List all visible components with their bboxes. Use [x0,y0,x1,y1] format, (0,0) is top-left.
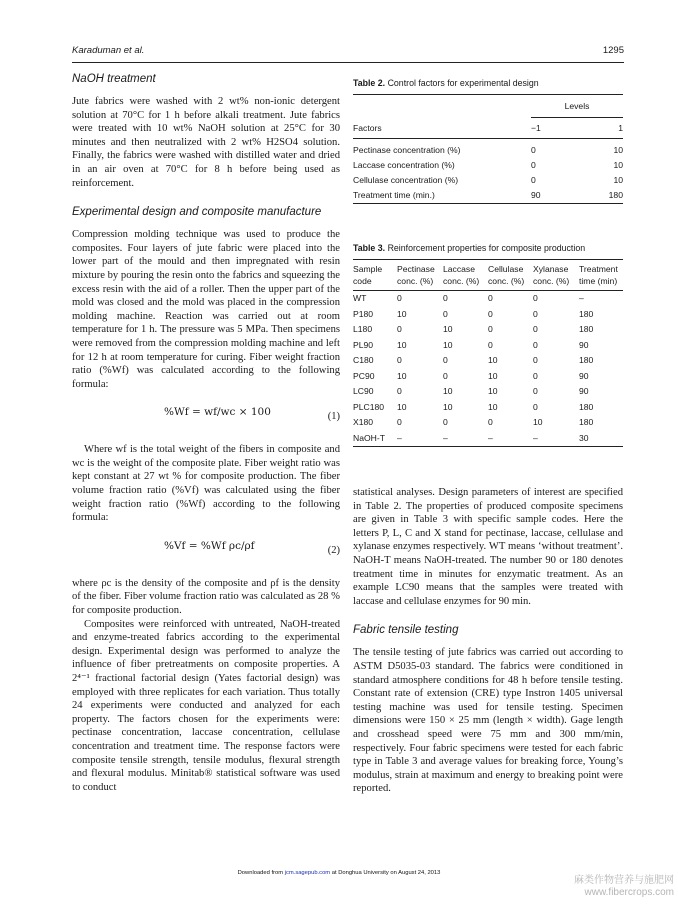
equation-2 [72,535,340,567]
table-3 [353,243,623,447]
sample-code-cell: X180 [353,417,374,427]
table-cell: Pectinase concentration (%) [353,144,461,155]
right-column [353,486,623,796]
table-cell: 0 [533,370,538,381]
factors-header: Factors [353,122,382,133]
table-cell: – [579,293,584,303]
table-cell: 0 [443,370,448,381]
site-watermark [574,875,674,899]
composites-paragraph: Composites were reinforced with untreated, NaOH-treated and enzyme-treated fabrics according to the experimental design. Experimental design was performed to analyze the influence of fiber pretreatments on composite properties. A 2⁴⁻¹ fractional factorial design (Yates factorial design) was employed with three replicates for each variation. Thus totally 24 experiments were conducted and analyzed for each property. The factors chosen for the experiments were: pectinase concentration, laccase concentration, cellulase concentration and treatment time. The response factors were composite tensile strength, tensile modulus, flexural strength and flexural modulus. Minitab® statistical software was used to conduct [72,618,340,793]
table-cell: 30 [579,432,589,443]
table-row [353,353,623,369]
sample-code-cell: P180 [353,308,374,319]
experimental-design-heading: Experimental design and composite manufacture [72,206,322,219]
table-row [353,143,623,158]
table-cell: Laccase concentration (%) [353,159,455,170]
table-cell: 180 [579,324,594,334]
table-cell: 0 [533,401,538,412]
table-cell: – [443,432,448,443]
running-head [72,45,624,61]
sample-code-cell: NaOH-T [353,432,385,443]
table-cell: 10 [613,144,623,155]
table-cell: 0 [488,417,493,427]
table-cell: 0 [397,386,402,396]
column-header-sample-code: Sample code [353,264,383,286]
table-cell: 0 [397,417,402,427]
equation-2-number: (2) [327,544,340,556]
table-cell: 0 [443,355,448,365]
table-cell: 10 [533,417,543,427]
table-cell: 10 [488,370,498,381]
left-column [72,70,340,794]
equation-2-expression: %Vf = %Wf ρc/ρf [164,539,255,552]
table-cell: 0 [443,293,448,303]
equation-1 [72,401,340,433]
table-3-title: Reinforcement properties for composite production [387,243,586,253]
table-2-caption [353,78,623,88]
table-row [353,400,623,416]
sample-code-cell: C180 [353,355,374,365]
table-cell: 10 [397,308,407,319]
table-cell: 10 [443,401,453,412]
table-cell: 90 [579,370,589,381]
table-cell: 10 [397,401,407,412]
table-cell: 10 [443,324,453,334]
table-cell: 0 [533,339,538,350]
table-cell: 90 [579,339,589,350]
table-cell: 0 [488,324,493,334]
table-3-caption [353,243,623,253]
sample-code-cell: LC90 [353,386,374,396]
sample-code-cell: PC90 [353,370,375,381]
sample-code-cell: PL90 [353,339,374,350]
table-cell: 10 [443,339,453,350]
table-row [353,338,623,354]
low-level-header: −1 [531,123,541,133]
table-row [353,322,623,338]
table-cell: 0 [533,386,538,396]
table-cell: 0 [397,355,402,365]
table-row [353,415,623,431]
table-cell: 10 [443,386,453,396]
sample-code-cell: L180 [353,324,373,334]
watermark-line-1: 麻类作物营养与施肥网 [574,875,674,886]
high-level-header: 1 [618,123,623,133]
table-cell: 10 [397,370,407,381]
table-2-grid [353,94,623,204]
table-row [353,431,623,447]
table-row [353,158,623,173]
table-cell: 0 [488,339,493,350]
table-cell: 10 [397,339,407,350]
table-cell: 0 [533,355,538,365]
tensile-paragraph: The tensile testing of jute fabrics was carried out according to ASTM D5035-03 standard. The fabrics were conditioned in standard atmosphere conditions for 48 h before tensile testing. Constant rate of extension (CRE) type Instron 1405 universal testing machine was used for tensile testing. Specimen dimensions were 150 × 25 mm (length × width). Gage length and crosshead speed were 75 mm and 300 mm/min, respectively. Four fabric specimens were tested for each fabric type in Table 3 and average values for breaking force, Young’s modulus, strain at maximum and energy to breaking point were reported. [353,647,623,795]
fabric-tensile-heading: Fabric tensile testing [353,624,459,637]
table-cell: 0 [531,159,536,170]
watermark-line-2: www.fibercrops.com [584,887,674,898]
table-cell: 0 [443,417,448,427]
table-cell: – [488,432,493,443]
table-row [353,307,623,323]
footer-link[interactable]: jcm.sagepub.com [284,870,331,876]
column-header-laccase: Laccase conc. (%) [443,264,480,286]
table-cell: 180 [579,308,594,319]
table-cell: 180 [579,417,594,427]
levels-header: Levels [531,95,623,118]
table-cell: 0 [533,293,538,303]
table-row [353,173,623,188]
table-2-label: Table 2. [353,78,386,88]
naoh-paragraph: Jute fabrics were washed with 2 wt% non-ionic detergent solution at 70°C for 1 h before alkali treatment. Jute fabrics were treated with 10 wt% NaOH solution at 25°C for 30 minutes and then neutralized with 2 wt% H2SO4 solution. Finally, the fabrics were washed with distilled water and dried in an air oven at 70°C for 8 h before being used as reinforcement. [72,96,340,189]
table-cell: 180 [579,355,594,365]
design-paragraph: Compression molding technique was used to produce the composites. Four layers of jute fabric were placed into the lower part of the mould and then impregnated with resin mixture by pouring the resin onto the fabrics and squeezing the excess resin with the aid of a roller. Then the upper part of the mold was closed and the mold was placed in the compression molding machine. Reaction was carried out at room temperature for 1 h. The pressure was 5 MPa. Then specimens were removed from the compression molding machine and left for 12 h at room temperature for curing. Fiber weight fraction ratio (%Wf) was calculated according to the following formula: [72,229,340,390]
column-header-pectinase: Pectinase conc. (%) [397,264,435,286]
table-cell: 0 [488,308,493,319]
table-3-grid [353,259,623,447]
table-cell: 90 [531,189,541,200]
table-cell: Cellulase concentration (%) [353,174,459,185]
table-row [353,188,623,204]
table-cell: – [533,432,538,443]
where-density-paragraph: where ρc is the density of the composite and ρf is the density of the fiber. Fiber volume fraction ratio was calculated as 28 % for composite production. [72,577,340,617]
table-cell: – [397,432,402,443]
table-cell: 10 [613,159,623,170]
table-cell: 180 [608,189,623,200]
column-header-cellulase: Cellulase conc. (%) [488,264,525,286]
table-cell: 0 [533,324,538,334]
table-cell: 10 [613,174,623,185]
where-weight-paragraph: Where wf is the total weight of the fibers in composite and wc is the weight of the composite plate. Fiber weight ratio was kept constant at 27 wt % for composite production. The fiber volume fraction ratio (%Vf) was calculated using the fiber weight fraction ratio (%Wf) according to the following formula: [72,444,340,524]
table-2 [353,78,623,204]
table-2-title: Control factors for experimental design [387,78,539,88]
table-3-label: Table 3. [353,243,386,253]
table-cell: 0 [533,308,538,319]
table-row [353,369,623,385]
table-cell: Treatment time (min.) [353,189,435,200]
table-cell: 90 [579,386,589,396]
table-cell: 0 [531,144,536,155]
table-cell: 10 [488,401,498,412]
column-header-treatment-time: Treatment time (min) [579,264,618,286]
naoh-treatment-heading: NaOH treatment [72,73,156,85]
author-running-head: Karaduman et al. [72,45,145,56]
column-header-xylanase: Xylanase conc. (%) [533,264,570,286]
table-row [353,384,623,400]
header-rule [72,62,624,63]
sample-code-cell: WT [353,293,367,303]
table-3-body [353,291,623,447]
equation-1-number: (1) [327,411,340,423]
table-cell: 0 [488,293,493,303]
footer-suffix: at Donghua University on August 24, 2013 [331,870,441,876]
page-number: 1295 [602,45,624,56]
footer-prefix: Downloaded from [237,870,284,876]
table-3-header-row [353,260,623,291]
statistical-analyses-paragraph: statistical analyses. Design parameters of interest are specified in Table 2. The properties of produced composite specimens are given in Table 3 with specific sample codes. Here the letters P, L, C and X stand for pectinase, laccase, cellulase and xylanase enzymes respectively. WT means ‘without treatment’. NaOH-T means NaOH-treated. The number 90 or 180 denotes treatment time in minutes for enzymatic treatment. As an example LC90 means that the samples were treated with laccase and cellulase enzymes for 90 min. [353,487,623,607]
sample-code-cell: PLC180 [353,401,385,412]
equation-1-expression: %Wf = wf/wc × 100 [164,406,271,419]
table-row [353,291,623,307]
table-cell: 0 [397,324,402,334]
table-cell: 0 [397,293,402,303]
table-cell: 10 [488,355,498,365]
table-cell: 10 [488,386,498,396]
table-cell: 0 [531,174,536,185]
table-cell: 180 [579,401,594,412]
table-cell: 0 [443,308,448,319]
